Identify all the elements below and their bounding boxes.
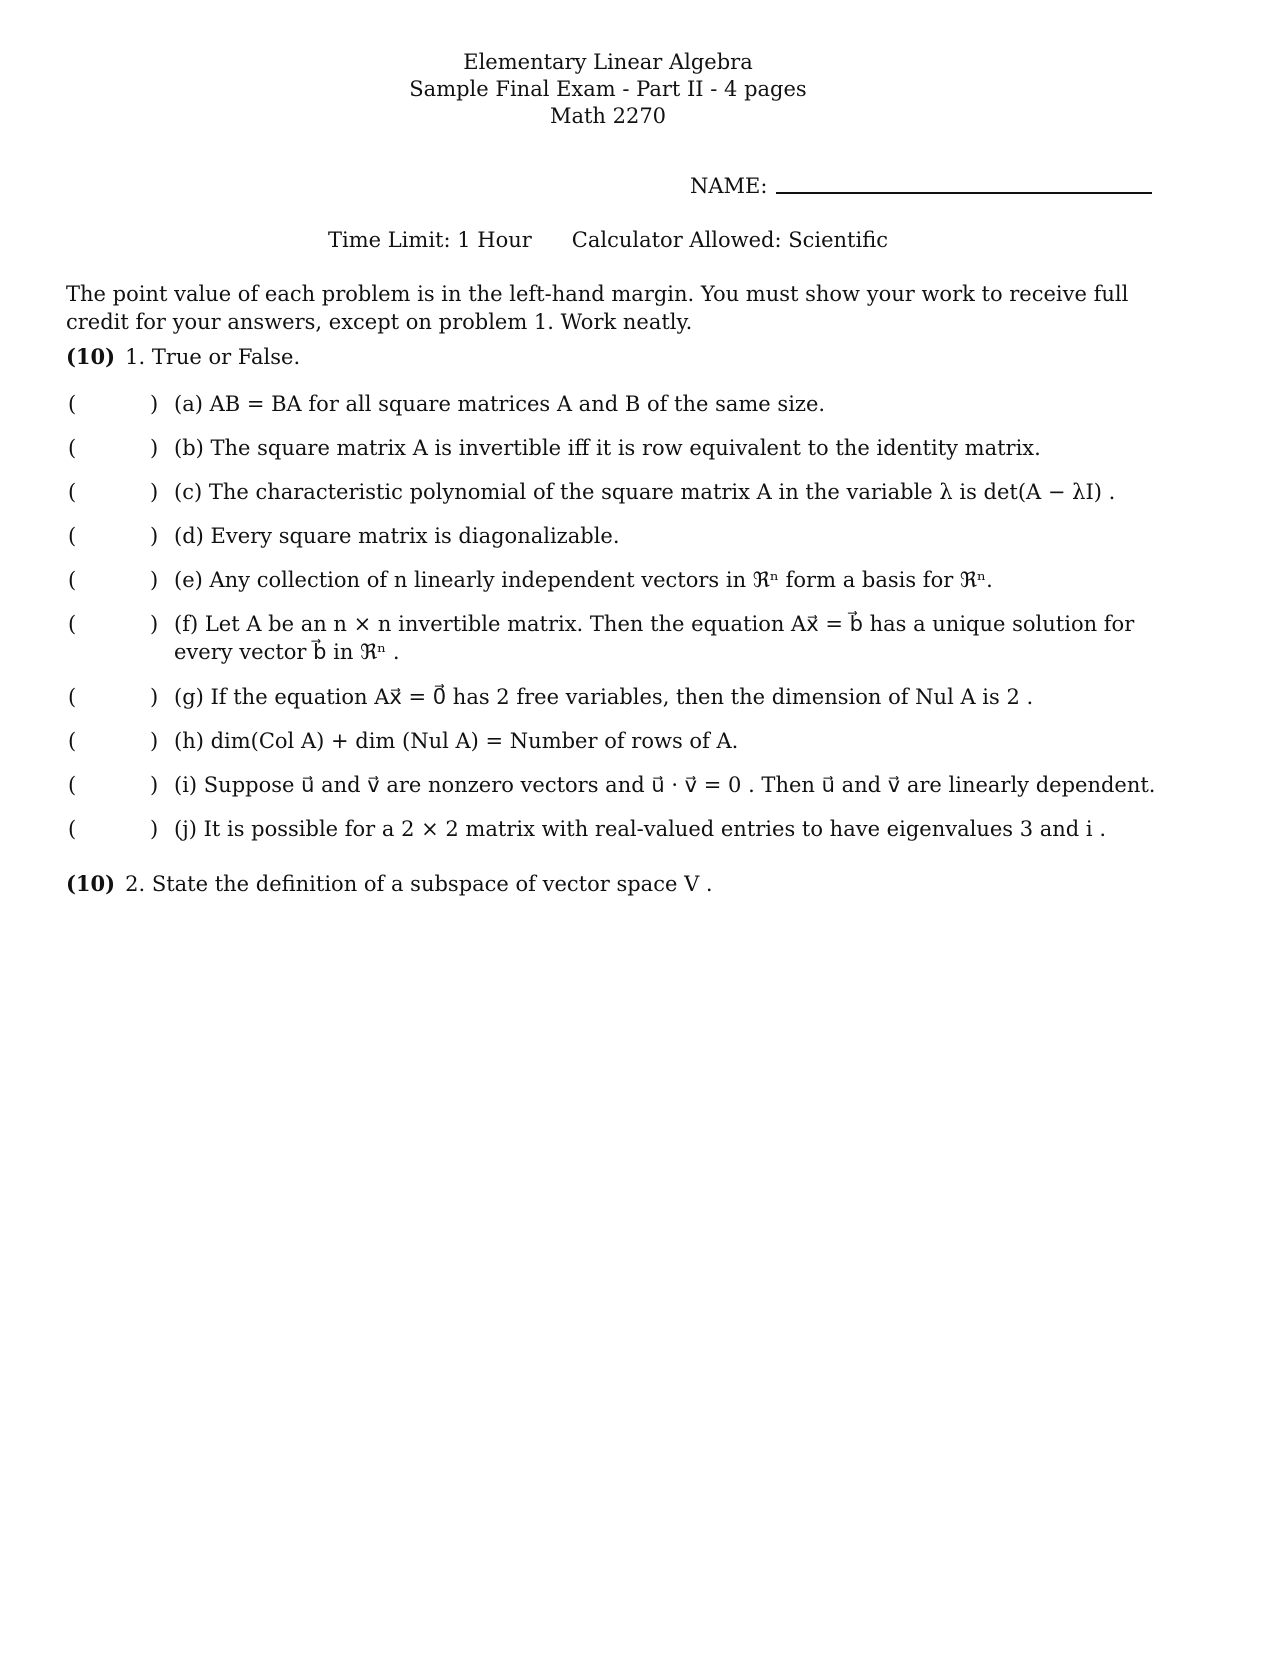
answer-paren-close: ) [150,392,159,416]
tf-item-text: (j) It is possible for a 2 × 2 matrix with real-valued entries to have eigenvalues 3 and i . [174,817,1106,841]
problem-text: 1. True or False. [125,345,301,369]
problem-points: (10) [66,344,116,369]
answer-paren-close: ) [150,436,159,460]
answer-paren-close: ) [150,685,159,709]
answer-paren-open: ( [68,436,77,460]
answer-paren-open: ( [68,480,77,504]
tf-item-text: (c) The characteristic polynomial of the square matrix A in the variable λ is det(A − λI) . [174,480,1116,504]
answer-paren-close: ) [150,524,159,548]
tf-item-text: (d) Every square matrix is diagonalizable. [174,524,620,548]
exam-title: Sample Final Exam - Part II - 4 pages [409,77,807,101]
tf-item-text: (f) Let A be an n × n invertible matrix. Then the equation Ax⃗ = b⃗ has a unique solution for every vector b⃗ in ℜⁿ . [174,612,1135,664]
answer-paren-open: ( [68,392,77,416]
problem-2-heading [66,870,713,898]
calculator-policy: Calculator Allowed: Scientific [571,228,888,252]
answer-paren-open: ( [68,568,77,592]
answer-paren-close: ) [150,729,159,753]
course-number: Math 2270 [549,104,667,128]
course-title: Elementary Linear Algebra [463,50,753,74]
answer-paren-close: ) [150,480,159,504]
answer-paren-close: ) [150,773,159,797]
answer-paren-open: ( [68,612,77,636]
problem-text: 2. State the definition of a subspace of vector space V . [125,872,713,896]
answer-paren-open: ( [68,817,77,841]
answer-paren-open: ( [68,729,77,753]
problem-points: (10) [66,871,116,896]
tf-item-text: (g) If the equation Ax⃗ = 0⃗ has 2 free variables, then the dimension of Nul A is 2 . [174,685,1034,709]
answer-paren-close: ) [150,568,159,592]
tf-item-text: (e) Any collection of n linearly independent vectors in ℜⁿ form a basis for ℜⁿ. [174,568,993,592]
time-limit: Time Limit: 1 Hour [328,228,532,252]
answer-paren-open: ( [68,524,77,548]
answer-paren-close: ) [150,817,159,841]
tf-item-text: (i) Suppose u⃗ and v⃗ are nonzero vectors and u⃗ · v⃗ = 0 . Then u⃗ and v⃗ are linearly dependent. [174,773,1156,797]
name-label: NAME: [690,174,768,198]
tf-item-text: (b) The square matrix A is invertible iff it is row equivalent to the identity matrix. [174,436,1041,460]
problem-1-heading [66,343,300,371]
exam-conditions [0,226,1216,254]
answer-paren-open: ( [68,685,77,709]
name-blank-line [776,192,1152,194]
tf-item-text: (h) dim(Col A) + dim (Nul A) = Number of rows of A. [174,729,739,753]
answer-paren-close: ) [150,612,159,636]
answer-paren-open: ( [68,773,77,797]
tf-item-text: (a) AB = BA for all square matrices A and B of the same size. [174,392,826,416]
instructions: The point value of each problem is in the left-hand margin. You must show your work to receive full credit for your answers, except on problem 1. Work neatly. [66,282,1129,334]
